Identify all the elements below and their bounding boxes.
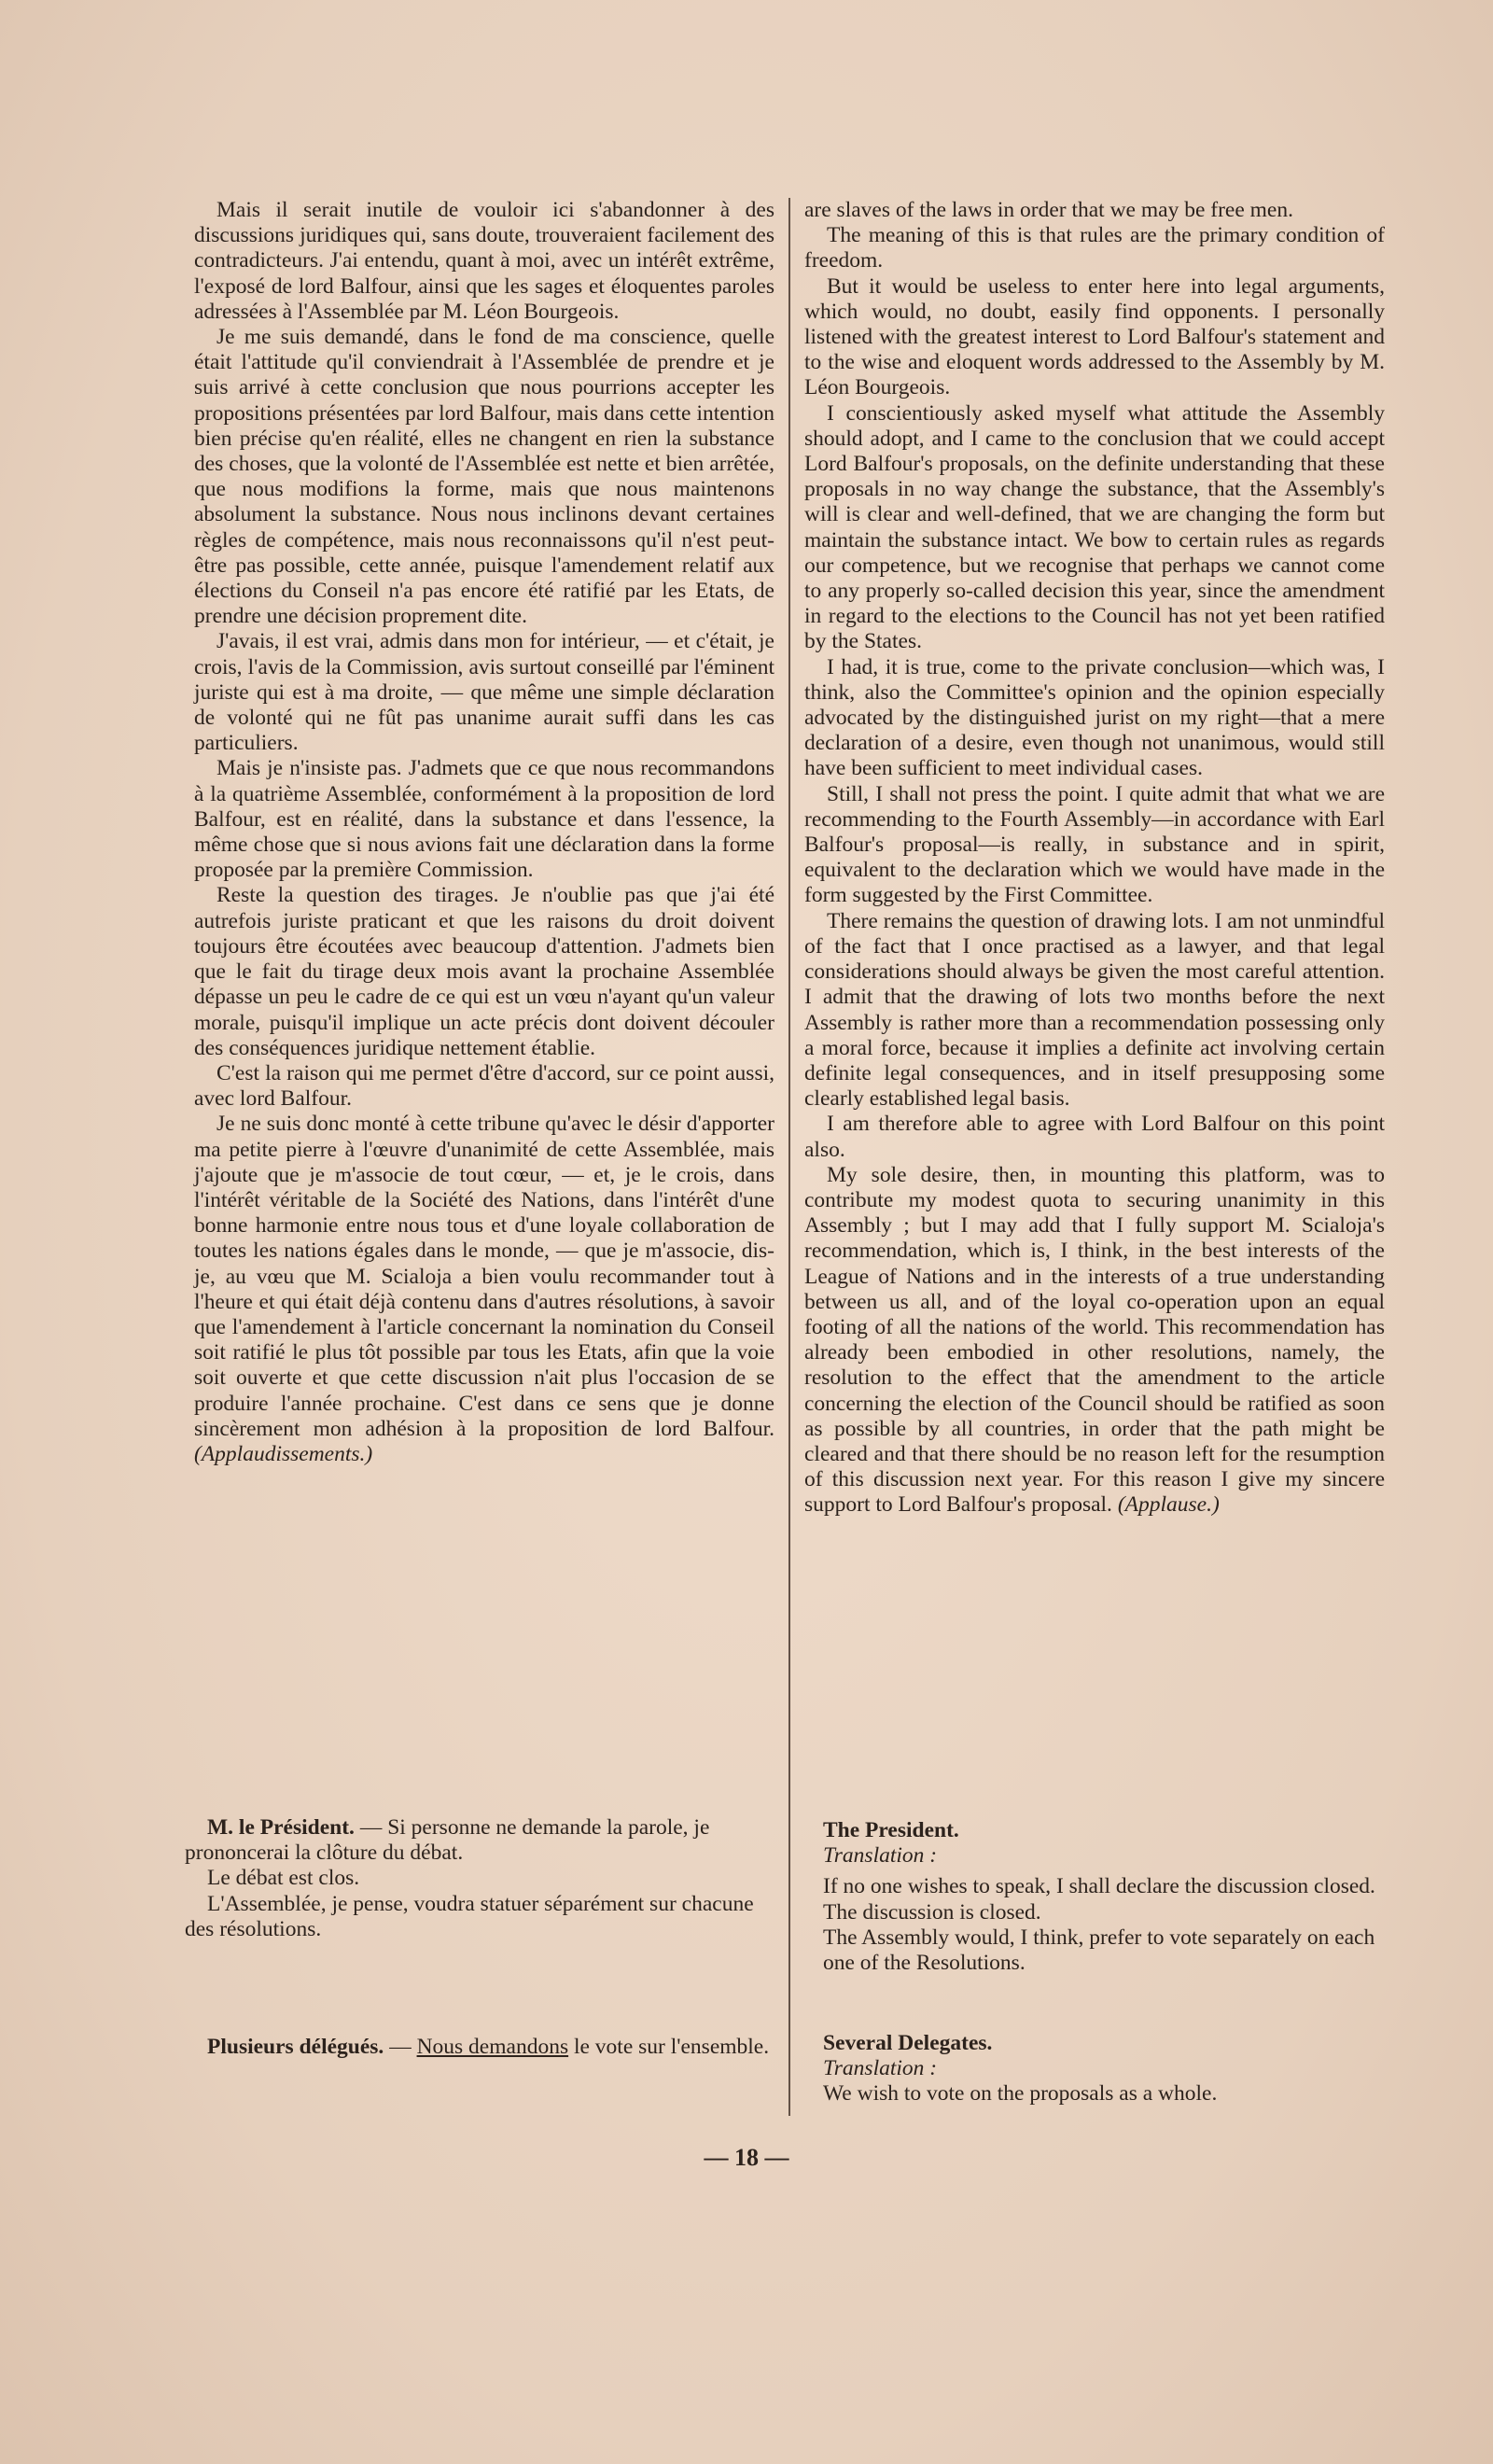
fr-paragraph-text: Je ne suis donc monté à cette tribune qu'avec le désir d'apporter ma petite pierre à l'œuvre d'unanimité de cette Assemblée, mais j'ajoute que je m'associe de tout cœur, — et, je le crois, dans l'intérêt véritable de la Société des Nations, dans l'intérêt d'une bonne harmonie entre nous tous et d'une loyale collaboration de toutes les nations égales dans le monde, — que je m'associe, dis-je, au vœu que M. Scialoja a bien voulu recommander tout à l'heure et qui était déjà contenu dans d'autres résolutions, à savoir que l'amendement à l'article concernant la nomination du Conseil soit ratifié le plus tôt possible par tous les Etats, afin que la voie soit ouverte et que cette discussion n'ait plus l'occasion de se produire l'année prochaine. C'est dans ce sens que je donne sincèrement mon adhésion à la proposition de lord Balfour.: [194, 1112, 774, 1441]
fr-paragraph: J'avais, il est vrai, admis dans mon for intérieur, — et c'était, je crois, l'avis de la Commission, avis surtout conseillé par l'éminent juriste qui est à ma droite, — que même une simple déclaration de volonté qui ne fût pas unanime aurait suffi dans les cas particuliers.: [194, 629, 774, 756]
page-number: — 18 —: [704, 2144, 789, 2171]
fr-paragraph-final: [194, 1112, 774, 1467]
column-divider: [788, 198, 790, 2116]
fr-delegates-speaker: Plusieurs délégués.: [207, 2035, 384, 2059]
fr-delegates-dash: —: [384, 2035, 417, 2059]
en-president-speaker: The President.: [823, 1818, 959, 1842]
en-paragraph: I am therefore able to agree with Lord Balfour on this point also.: [804, 1112, 1385, 1162]
fr-president-line: L'Assemblée, je pense, voudra statuer séparément sur chacune des résolutions.: [185, 1891, 754, 1941]
en-paragraph: I conscientiously asked myself what attitude the Assembly should adopt, and I came to the conclusion that we could accept Lord Balfour's proposals, on the definite understanding that these proposals in no way change the substance, that the Assembly's will is clear and well-defined, that we are changing the form but maintain the substance intact. We bow to certain rules as regards our competence, but we recognise that perhaps we cannot come to any properly so-called decision this year, since the amendment in regard to the elections to the Council has not yet been ratified by the States.: [804, 400, 1385, 654]
en-delegates-speaker: Several Delegates.: [823, 2031, 993, 2055]
en-delegates-text: We wish to vote on the proposals as a whole.: [823, 2081, 1218, 2107]
en-paragraph-final: [804, 1163, 1385, 1519]
fr-president-text: — Si personne ne demande la parole, je prononcerai la clôture du débat.: [185, 1815, 710, 1866]
en-president-line: The Assembly would, I think, prefer to vote separately on each one of the Resolutions.: [823, 1925, 1375, 1976]
fr-delegates-text: Nous demandons: [416, 2035, 569, 2059]
en-paragraph: But it would be useless to enter here into legal arguments, which would, no doubt, easily find opponents. I personally listened with the greatest interest to Lord Balfour's statement and to the wise and eloquent words addressed to the Assembly by M. Léon Bourgeois.: [804, 273, 1385, 400]
en-paragraph: are slaves of the laws in order that we may be free men.: [804, 198, 1293, 222]
en-paragraph: There remains the question of drawing lots. I am not unmindful of the fact that I once practised as a lawyer, and that legal considerations should always be given the most careful attention. I admit that the drawing of lots two months before the next Assembly is rather more than a recommendation possessing only a moral force, because it implies a definite act involving certain definite legal consequences, and in itself presupposing some clearly established legal basis.: [804, 908, 1385, 1112]
fr-paragraph: Mais je n'insiste pas. J'admets que ce que nous recommandons à la quatrième Assemblée, conformément à la proposition de lord Balfour, est en réalité, dans la substance et dans l'essence, la même chose que si nous avions fait une déclaration dans la forme proposée par la première Commission.: [194, 756, 774, 883]
fr-delegates-block: [185, 2035, 774, 2060]
fr-paragraph: Reste la question des tirages. Je n'oublie pas que j'ai été autrefois juriste praticant et que les raisons du droit doivent toujours être écoutées avec beaucoup d'attention. J'admets bien que le fait du tirage deux mois avant la prochaine Assemblée dépasse un peu le cadre de ce qui est un vœu n'ayant qu'un valeur morale, puisqu'il implique un acte précis dont doivent découler des conséquences juridique nettement établie.: [194, 883, 774, 1060]
french-column: [194, 198, 774, 1467]
en-applause: (Applause.): [1117, 1492, 1220, 1518]
en-delegates-block: [823, 2031, 1385, 2107]
fr-applause: (Applaudissements.): [194, 1441, 373, 1466]
en-president-line: If no one wishes to speak, I shall declare the discussion closed.: [823, 1874, 1375, 1899]
fr-delegates-text2: le vote sur l'ensemble.: [568, 2035, 770, 2059]
en-translation-label: Translation :: [823, 1843, 938, 1869]
fr-paragraph: Je me suis demandé, dans le fond de ma conscience, quelle était l'attitude qu'il conviendrait à l'Assemblée de prendre et je suis arrivé à cette conclusion que nous pourrions accepter les propositions présentées par lord Balfour, mais dans cette intention bien précise qu'en réalité, elles ne changent en rien la substance des choses, que la volonté de l'Assemblée est nette et bien arrêtée, que nous modifions la forme, mais que nous maintenons absolument la substance. Nous nous inclinons devant certaines règles de compétence, mais nous reconnaissons qu'il n'est peut-être pas possible, cette année, puisque l'amendement relatif aux élections du Conseil n'a pas encore été ratifié par les Etats, de prendre une décision proprement dite.: [194, 325, 774, 629]
fr-president-speaker: M. le Président.: [207, 1815, 355, 1840]
en-paragraph: The meaning of this is that rules are the primary condition of freedom.: [804, 223, 1385, 273]
english-column: [804, 198, 1385, 1519]
en-delegates-translation-label: Translation :: [823, 2056, 938, 2081]
fr-president-block: [185, 1815, 774, 1942]
en-president-line: The discussion is closed.: [823, 1899, 1041, 1925]
fr-paragraph: C'est la raison qui me permet d'être d'accord, sur ce point aussi, avec lord Balfour.: [194, 1060, 774, 1112]
en-president-block: [823, 1818, 1385, 1976]
fr-president-line: Le débat est clos.: [207, 1866, 360, 1891]
fr-paragraph: Mais il serait inutile de vouloir ici s'abandonner à des discussions juridiques qui, sans doute, trouveraient facilement des contradicteurs. J'ai entendu, quant à moi, avec un intérêt extrême, l'exposé de lord Balfour, ainsi que les sages et éloquentes paroles adressées à l'Assemblée par M. Léon Bourgeois.: [194, 198, 774, 324]
en-paragraph-text: My sole desire, then, in mounting this platform, was to contribute my modest quota to securing unanimity in this Assembly ; but I may add that I fully support M. Scialoja's recommendation, which is, I think, in the best interests of the League of Nations and in the interests of a true understanding between us all, and of the loyal co-operation upon an equal footing of all the nations of the world. This recommendation has already been embodied in other resolutions, namely, the resolution to the effect that the amendment to the article concerning the election of the Council should be ratified as soon as possible by all countries, in order that the path might be cleared and that there should be no reason left for the resumption of this discussion next year. For this reason I give my sincere support to Lord Balfour's proposal.: [804, 1162, 1385, 1518]
en-paragraph: I had, it is true, come to the private conclusion—which was, I think, also the Committee's opinion and the opinion especially advocated by the distinguished jurist on my right—that a mere declaration of a desire, even though not unanimous, would still have been sufficient to meet individual cases.: [804, 654, 1385, 781]
en-paragraph: Still, I shall not press the point. I quite admit that what we are recommending to the Fourth Assembly—in accordance with Earl Balfour's proposal—is really, in substance and in spirit, equivalent to the declaration which we would have made in the form suggested by the First Committee.: [804, 781, 1385, 908]
